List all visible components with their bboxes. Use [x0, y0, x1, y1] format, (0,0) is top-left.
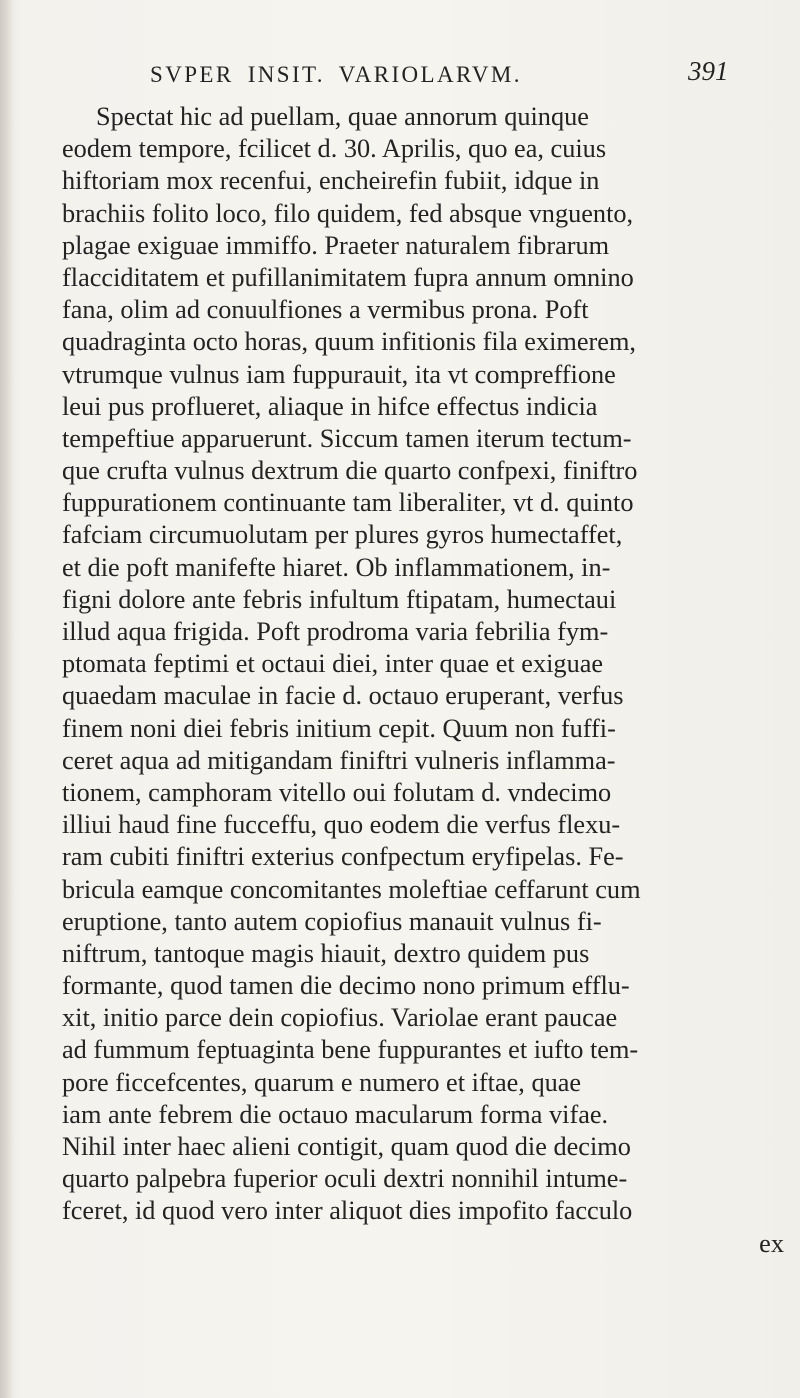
text-line: pore ficcefcentes, quarum e numero et iftae, quae	[62, 1067, 582, 1097]
text-line: fana, olim ad conuulfiones a vermibus prona. Poft	[62, 295, 589, 325]
text-line: illud aqua frigida. Poft prodroma varia febrilia fym-	[62, 617, 609, 646]
text-line: vtrumque vulnus iam fuppurauit, ita vt compreffione	[62, 359, 616, 389]
text-line: eodem tempore, fcilicet d. 30. Aprilis, quo ea, cuius	[62, 134, 607, 164]
text-line: figni dolore ante febris infultum ftipatam, humectaui	[62, 584, 617, 614]
text-line: hiftoriam mox recenfui, encheirefin fubiit, idque in	[62, 166, 600, 196]
catchword: ex	[759, 1228, 784, 1258]
text-line: quaedam maculae in facie d. octauo eruperant, verfus	[62, 681, 624, 711]
text-line: Nihil inter haec alieni contigit, quam quod die decimo	[62, 1132, 631, 1161]
text-line: ptomata feptimi et octaui diei, inter quae et exiguae	[62, 649, 604, 679]
text-line: finem noni diei febris initium cepit. Quum non fuffi-	[62, 713, 616, 743]
text-line: quarto palpebra fuperior oculi dextri nonnihil intume-	[62, 1164, 628, 1194]
text-line: niftrum, tantoque magis hiauit, dextro quidem pus	[62, 938, 590, 968]
text-line: que crufta vulnus dextrum die quarto confpexi, finiftro	[62, 456, 638, 486]
text-line: Spectat hic ad puellam, quae annorum quinque	[96, 102, 589, 131]
text-line: iam ante febrem die octauo macularum forma vifae.	[62, 1099, 609, 1129]
text-line: formante, quod tamen die decimo nono primum efflu-	[62, 971, 630, 1001]
running-header: SVPER INSIT. VARIOLARVM.	[150, 62, 522, 87]
page-number: 391	[688, 56, 729, 86]
text-line: fuppurationem continuante tam liberaliter, vt d. quinto	[62, 488, 634, 518]
text-line: tempeftiue apparuerunt. Siccum tamen iterum tectum-	[62, 423, 632, 453]
text-line: bricula eamque concomitantes moleftiae ceffarunt cum	[62, 874, 641, 904]
text-line: ad fummum feptuaginta bene fuppurantes et iufto tem-	[62, 1035, 639, 1065]
text-line: fceret, id quod vero inter aliquot dies impofito facculo	[62, 1196, 633, 1226]
text-line: eruptione, tanto autem copiofius manauit vulnus fi-	[62, 906, 602, 936]
text-line: illiui haud fine fucceffu, quo eodem die verfus flexu-	[62, 810, 621, 840]
text-line: tionem, camphoram vitello oui folutam d. vndecimo	[62, 777, 612, 807]
text-line: flacciditatem et pufillanimitatem fupra annum omnino	[62, 262, 634, 292]
body-text	[62, 101, 792, 1260]
text-line: xit, initio parce dein copiofius. Variolae erant paucae	[62, 1003, 618, 1033]
text-line: leui pus proflueret, aliaque in hifce effectus indicia	[62, 391, 598, 421]
text-line: plagae exiguae immiffo. Praeter naturalem fibrarum	[62, 230, 610, 260]
text-line: ram cubiti finiftri exterius confpectum eryfipelas. Fe-	[62, 842, 624, 872]
text-line: et die poft manifefte hiaret. Ob inflammationem, in-	[62, 552, 611, 582]
text-line: fafciam circumuolutam per plures gyros humectaffet,	[62, 520, 623, 550]
page-gutter-shadow	[0, 0, 14, 1398]
text-line: brachiis folito loco, filo quidem, fed absque vnguento,	[62, 198, 634, 228]
text-line: quadraginta octo horas, quum infitionis fila eximerem,	[62, 327, 636, 357]
text-line: ceret aqua ad mitigandam finiftri vulneris inflamma-	[62, 745, 616, 775]
